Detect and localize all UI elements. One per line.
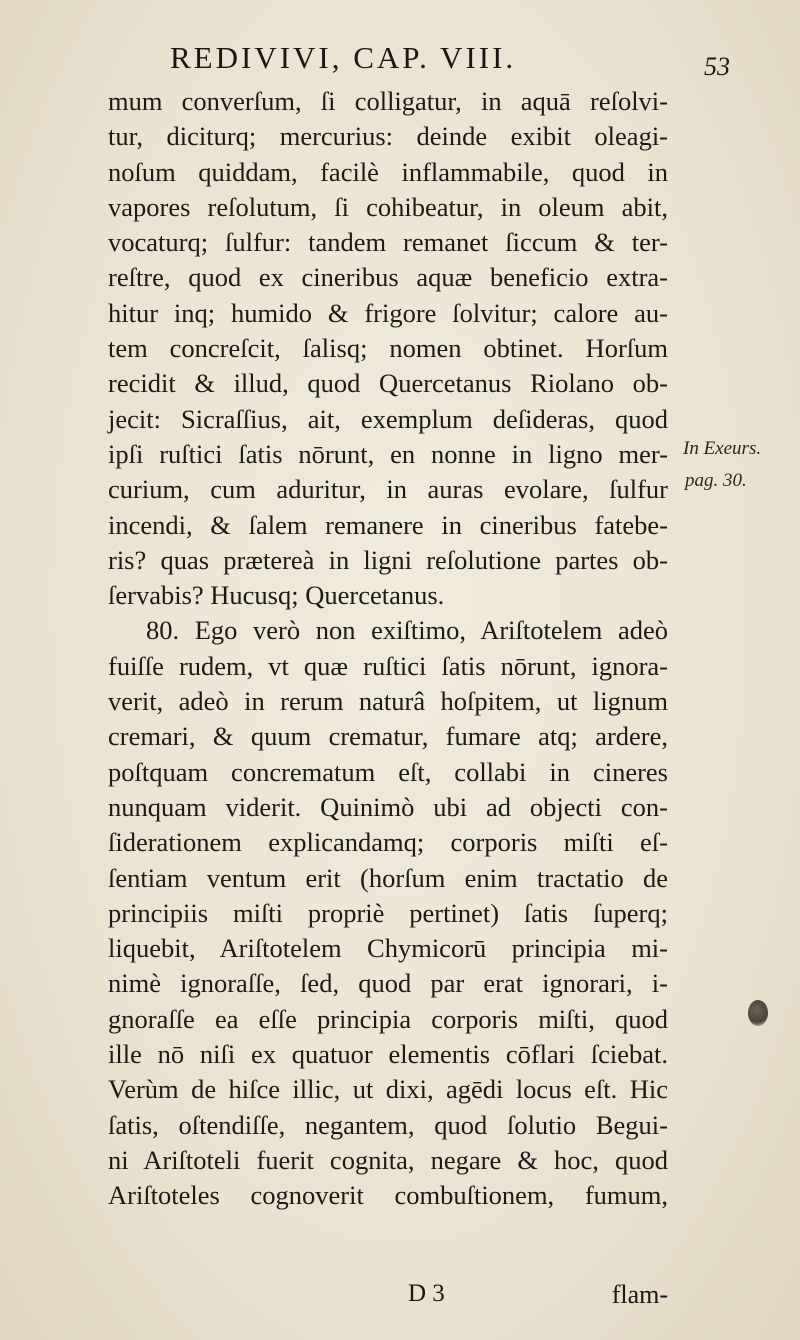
body-text — [108, 84, 668, 1214]
text-line: ſervabis? Hucusq; Quercetanus. — [108, 580, 445, 611]
running-head: REDIVIVI, CAP. VIII. — [170, 40, 517, 75]
page-footer — [108, 1280, 668, 1320]
catchword: flam- — [611, 1280, 668, 1309]
text-line: cremari, & quum crematur, fumare atq; ardere, — [108, 721, 668, 752]
page-number: 53 — [704, 52, 730, 81]
text-line: ipſi ruſtici ſatis nōrunt, en nonne in ligno mer- — [108, 438, 668, 469]
text-line: verit, adeò in rerum naturâ hoſpitem, ut lignum — [108, 686, 668, 717]
paragraph-start-line: 80. Ego verò non exiſtimo, Ariſtotelem adeò — [146, 615, 668, 646]
text-line: gnoraſſe ea eſſe principia corporis miſti, quod — [108, 1003, 668, 1034]
text-line: Verùm de hiſce illic, ut dixi, agēdi locus eſt. Hic — [108, 1074, 668, 1105]
signature-mark: D 3 — [408, 1280, 445, 1307]
text-line: curium, cum aduritur, in auras evolare, ſulfur — [108, 474, 668, 505]
text-line: Ariſtoteles cognoverit combuſtionem, fumum, — [108, 1180, 668, 1211]
margin-note-reference: In Exeurs. — [683, 438, 762, 459]
text-line: jecit: Sicraſſius, ait, exemplum deſideras, quod — [108, 403, 668, 434]
text-line: reſtre, quod ex cineribus aquæ beneficio extra- — [108, 262, 668, 293]
text-line: ſatis, oſtendiſſe, negantem, quod ſolutio Begui- — [108, 1109, 668, 1140]
text-line: ille nō niſi ex quatuor elementis cōflari ſciebat. — [108, 1039, 668, 1070]
text-line: ni Ariſtoteli fuerit cognita, negare & hoc, quod — [108, 1144, 668, 1175]
text-line: liquebit, Ariſtotelem Chymicorū principia mi- — [108, 933, 668, 964]
text-line: recidit & illud, quod Quercetanus Riolano ob- — [108, 368, 668, 399]
text-line: ris? quas prætereà in ligni reſolutione partes ob- — [108, 544, 668, 575]
margin-note-page: pag. 30. — [685, 470, 747, 491]
ink-blot — [748, 1000, 768, 1026]
text-line: hitur inq; humido & frigore ſolvitur; calore au- — [108, 297, 668, 328]
text-line: ſiderationem explicandamq; corporis miſti eſ- — [108, 827, 668, 858]
text-line: vapores reſolutum, ſi cohibeatur, in oleum abit, — [108, 191, 668, 222]
text-line: noſum quiddam, facilè inflammabile, quod in — [108, 156, 668, 187]
text-line: fuiſſe rudem, vt quæ ruſtici ſatis nōrunt, ignora- — [108, 650, 668, 681]
text-line: incendi, & ſalem remanere in cineribus fatebe- — [108, 509, 668, 540]
text-line: tem concreſcit, ſalisq; nomen obtinet. Horſum — [108, 333, 668, 364]
text-line: nunquam viderit. Quinimò ubi ad objecti con- — [108, 791, 668, 822]
text-line: poſtquam concrematum eſt, collabi in cineres — [108, 756, 668, 787]
text-line: mum converſum, ſi colligatur, in aquā reſolvi- — [108, 86, 668, 116]
text-line: vocaturq; ſulfur: tandem remanet ſiccum & ter- — [108, 227, 668, 258]
text-line: tur, diciturq; mercurius: deinde exibit oleagi- — [108, 121, 668, 152]
text-line: ſentiam ventum erit (horſum enim tractatio de — [108, 862, 668, 893]
text-line: principiis miſti propriè pertinet) ſatis ſuperq; — [108, 897, 668, 928]
text-line: nimè ignoraſſe, ſed, quod par erat ignorari, i- — [108, 968, 668, 999]
page-header — [170, 40, 730, 80]
